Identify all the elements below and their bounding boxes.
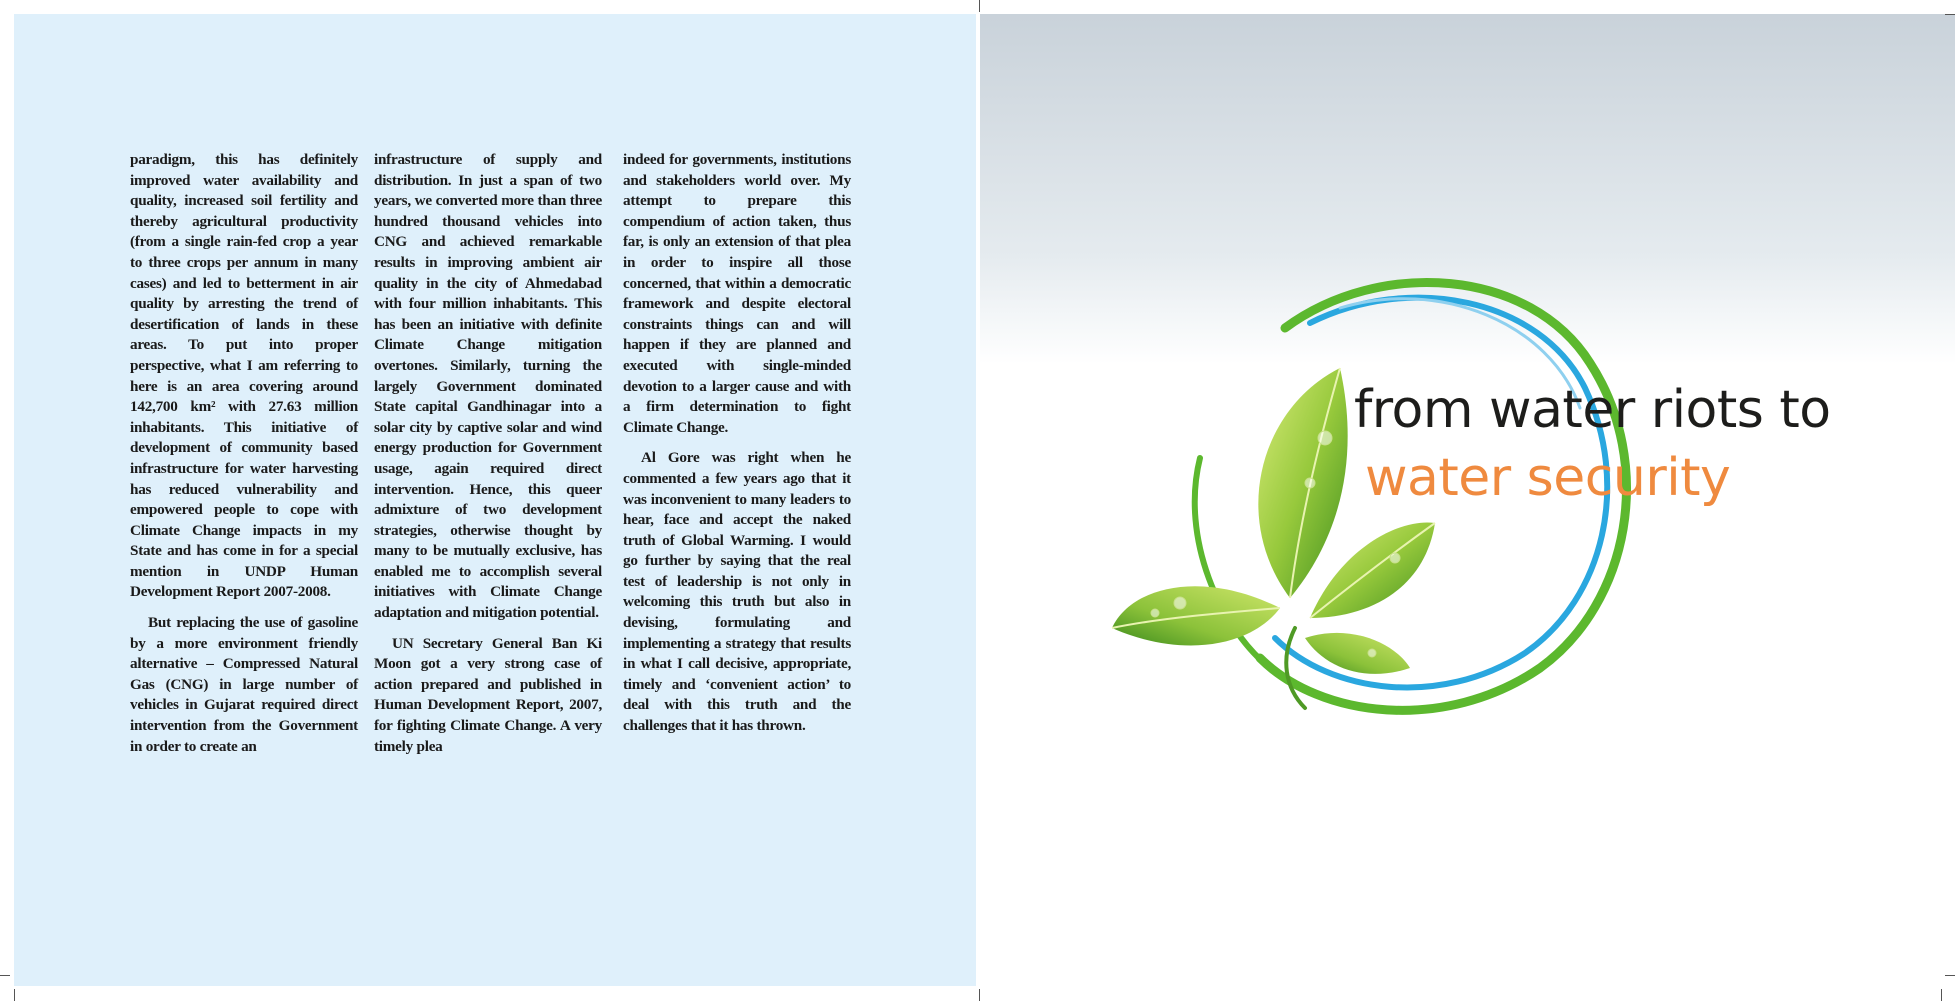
text-column-3 bbox=[623, 150, 851, 747]
paragraph: paradigm, this has definitely improved water availability and quality, increased soil fertility and thereby agricultural productivity (from a single rain-fed crop a year to three crops per annum in many cases) and led to betterment in air quality by arresting the trend of desertification of lands in these areas. To put into proper perspective, what I am referring to here is an area covering around 142,700 km² with 27.63 million inhabitants. This initiative of development of community based infrastructure for water harvesting has reduced vulnerability and empowered people to cope with Climate Change impacts in my State and has come in for a special mention in UNDP Human Development Report 2007-2008. bbox=[130, 151, 358, 601]
crop-mark bbox=[979, 989, 980, 1001]
paragraph: indeed for governments, institutions and stakeholders world over. My attempt to prepare this compendium of action taken, thus far, is only an extension of that plea in order to inspire all those concerned, that within a democratic framework and despite electoral constraints things can and will happen if they are planned and executed with single-minded devotion to a larger cause and with a firm determination to fight Climate Change. bbox=[623, 151, 851, 436]
crop-mark bbox=[0, 975, 10, 976]
title-line-2: water security bbox=[1365, 448, 1731, 508]
crop-mark bbox=[14, 989, 15, 1001]
title-line-1: from water riots to bbox=[1354, 380, 1831, 440]
text-column-2 bbox=[374, 150, 602, 767]
paragraph: Al Gore was right when he commented a few years ago that it was inconvenient to many leaders to hear, face and accept the naked truth of Global Warming. I would go further by saying that the real test of leadership is not only in welcoming this truth but also in devising, formulating and implementing a strategy that results in what I call decisive, appropriate, timely and ‘convenient action’ to deal with this truth and the challenges that it has thrown. bbox=[623, 449, 851, 735]
crop-mark bbox=[979, 0, 980, 12]
paragraph: But replacing the use of gasoline by a more environment friendly alternative – Compressed Natural Gas (CNG) in large number of vehicles in Gujarat required direct intervention from the Government in order to create an bbox=[130, 614, 358, 755]
text-column-1 bbox=[130, 150, 358, 767]
paragraph: UN Secretary General Ban Ki Moon got a very strong case of action prepared and published in Human Development Report, 2007, for fighting Climate Change. A very timely plea bbox=[374, 634, 602, 755]
paragraph: infrastructure of supply and distribution. In just a span of two years, we converted more than three hundred thousand vehicles into CNG and achieved remarkable results in improving ambient air quality in the city of Ahmedabad with four million inhabitants. This has been an initiative with definite Climate Change mitigation overtones. Similarly, turning the largely Government dominated State capital Gandhinagar into a solar city by captive solar and wind energy production for Government usage, again required direct intervention. Hence, this queer admixture of two development strategies, otherwise thought by many to be mutually exclusive, has enabled me to accomplish several initiatives with Climate Change adaptation and mitigation potential. bbox=[374, 151, 602, 622]
leaf-ring-icon bbox=[1110, 268, 1670, 758]
crop-mark bbox=[1941, 989, 1942, 1001]
crop-mark bbox=[1945, 14, 1955, 15]
crop-mark bbox=[1945, 975, 1955, 976]
